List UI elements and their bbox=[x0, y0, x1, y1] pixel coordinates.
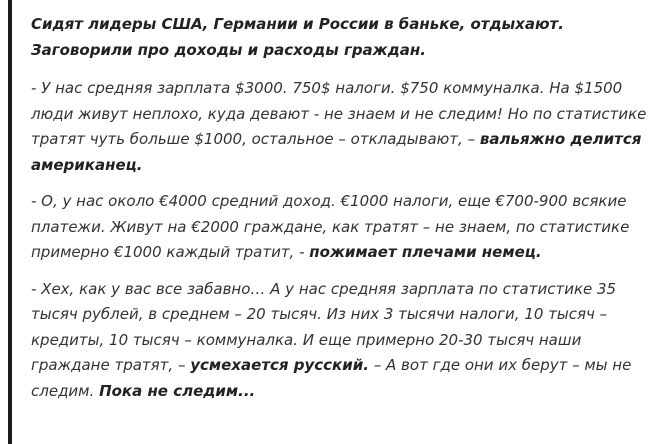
german-paragraph bbox=[31, 189, 655, 266]
russian-punchline: Пока не следим... bbox=[99, 381, 256, 400]
quote-left-border bbox=[8, 0, 12, 444]
german-speech: - О, у нас около €4000 средний доход. €1000 налоги, еще €700-900 всякие платежи. Живут на €2000 граждане, как тратят – не знаем, по статистике примерно €1000 каждый тратит, - bbox=[31, 192, 630, 261]
russian-continuation: – А вот где они их берут – мы не следим. bbox=[31, 356, 632, 400]
joke-intro: Сидят лидеры США, Германии и России в баньке, отдыхают. Заговорили про доходы и расходы граждан. bbox=[31, 15, 564, 59]
russian-paragraph bbox=[31, 277, 655, 405]
german-attribution: пожимает плечами немец. bbox=[309, 243, 542, 261]
american-paragraph bbox=[31, 76, 655, 178]
russian-speech: - Хех, как у вас все забавно… А у нас средняя зарплата по статистике 35 тысяч рублей, в среднем – 20 тысяч. Из них 3 тысячи налоги, 10 тысяч – кредиты, 10 тысяч – коммуналка. И еще примерно 20-30 тысяч наши граждане тратят, – bbox=[31, 279, 617, 374]
american-attribution: вальяжно делится американец. bbox=[31, 130, 642, 174]
russian-attribution: усмехается русский. bbox=[190, 356, 369, 374]
quote-content bbox=[31, 12, 655, 415]
american-speech: - У нас средняя зарплата $3000. 750$ налоги. $750 коммуналка. На $1500 люди живут неплохо, куда девают - не знаем и не следим! Но по статистике тратят чуть больше $1000, остальное – откладывают, – bbox=[31, 79, 647, 148]
